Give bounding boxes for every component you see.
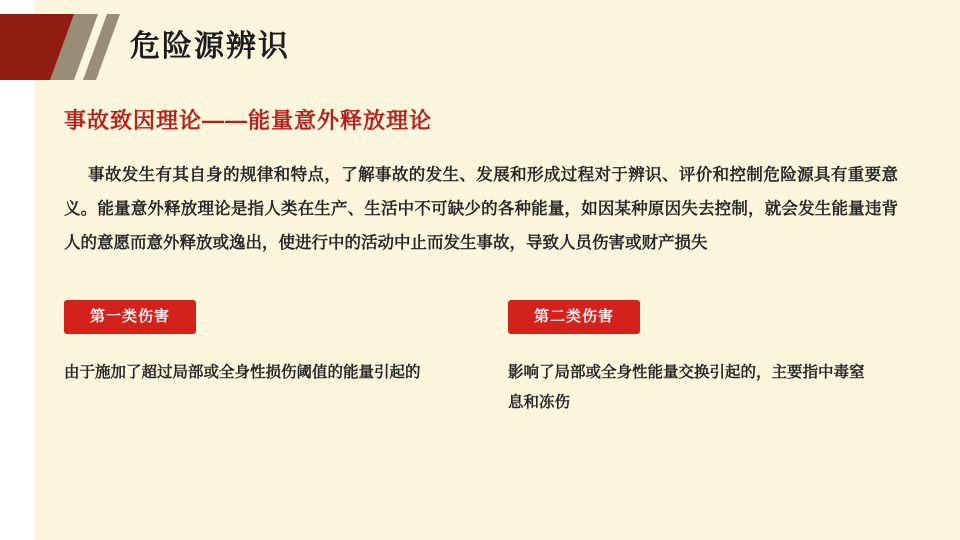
column-second-injury <box>508 300 908 418</box>
column-first-injury-text: 由于施加了超过局部或全身性损伤阈值的能量引起的 <box>64 364 421 381</box>
page-title: 危险源辨识 <box>130 30 290 63</box>
left-edge-strip <box>0 0 34 540</box>
column-second-injury-text: 影响了局部或全身性能量交换引起的，主要指中毒窒息和冻伤 <box>508 364 865 411</box>
header-band <box>0 14 960 80</box>
status-badge-first-injury: 第一类伤害 <box>64 300 196 334</box>
tag-wrap-second <box>508 300 908 336</box>
column-first-injury <box>64 300 464 388</box>
section-body-text: 事故发生有其自身的规律和特点，了解事故的发生、发展和形成过程对于辨识、评价和控制危险源具有重要意义。能量意外释放理论是指人类在生产、生活中不可缺少的各种能量，如因某种原因失去控制，就会发生能量违背人的意愿而意外释放或逸出，使进行中的活动中止而发生事故，导致人员伤害或财产损失 <box>64 166 898 252</box>
section-title: 事故致因理论——能量意外释放理论 <box>64 108 433 133</box>
tag-wrap-first <box>64 300 464 336</box>
status-badge-second-injury: 第二类伤害 <box>508 300 640 334</box>
